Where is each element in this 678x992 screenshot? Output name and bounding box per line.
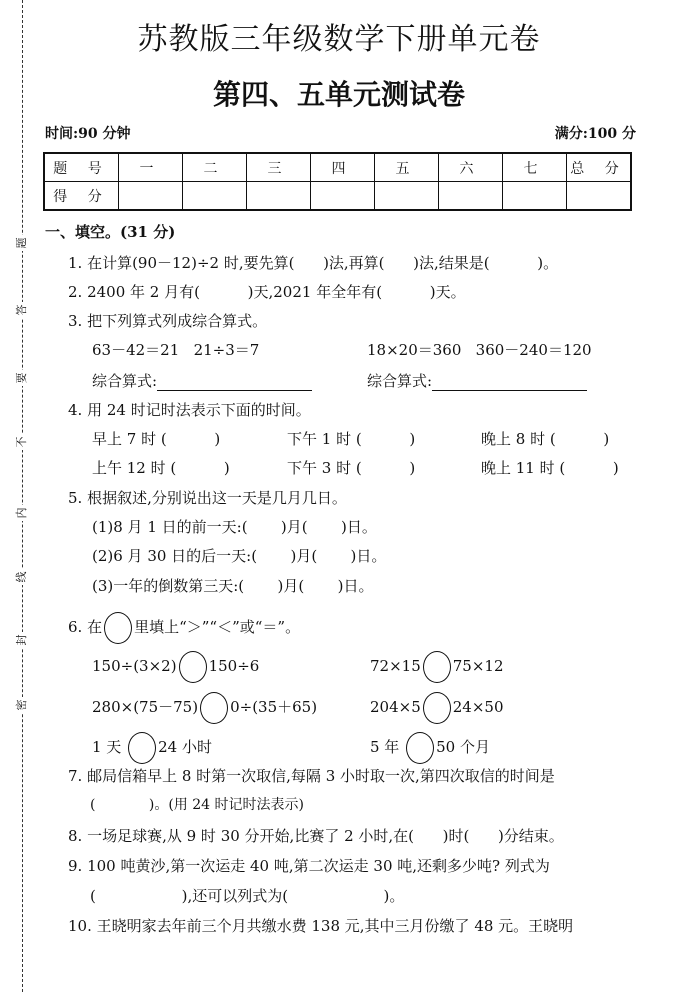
side-char: 线 xyxy=(15,569,29,585)
score-cell[interactable] xyxy=(311,182,375,211)
score-cell[interactable] xyxy=(567,182,632,211)
q6-item xyxy=(92,732,212,764)
full-score: 满分:100 分 xyxy=(554,126,636,142)
table-header-cell: 五 xyxy=(375,153,439,182)
q4-item: 下午 1 时 ( ) xyxy=(287,430,416,448)
table-score-row xyxy=(44,182,631,211)
page-title: 苏教版三年级数学下册单元卷 xyxy=(137,22,541,57)
question-9-cont: ( ),还可以列式为( )。 xyxy=(90,887,405,905)
score-cell[interactable] xyxy=(119,182,183,211)
q6-left: 72×15 xyxy=(370,657,421,675)
compare-circle[interactable] xyxy=(128,732,156,764)
question-10: 10. 王晓明家去年前三个月共缴水费 138 元,其中三月份缴了 48 元。王晓明 xyxy=(68,917,574,935)
table-row-label: 得 分 xyxy=(44,182,119,211)
score-cell[interactable] xyxy=(183,182,247,211)
q6-item xyxy=(370,692,504,724)
side-char: 答 xyxy=(15,302,29,318)
q6-right: 75×12 xyxy=(452,657,504,675)
q3-right-answer xyxy=(367,371,587,391)
page-subtitle: 第四、五单元测试卷 xyxy=(212,78,465,111)
question-5: 5. 根据叙述,分别说出这一天是几月几日。 xyxy=(68,489,347,507)
question-4: 4. 用 24 时记时法表示下面的时间。 xyxy=(68,401,311,419)
answer-label: 综合算式: xyxy=(92,372,158,390)
answer-label: 综合算式: xyxy=(367,372,433,390)
compare-circle[interactable] xyxy=(423,692,451,724)
question-7: 7. 邮局信箱早上 8 时第一次取信,每隔 3 小时取一次,第四次取信的时间是 xyxy=(68,767,555,785)
q6-stem-b: 里填上“＞”“＜”或“＝”。 xyxy=(134,618,301,636)
compare-circle[interactable] xyxy=(423,651,451,683)
score-cell[interactable] xyxy=(503,182,567,211)
compare-circle[interactable] xyxy=(179,651,207,683)
q6-right: 50 个月 xyxy=(436,738,490,756)
q4-item: 晚上 8 时 ( ) xyxy=(481,430,610,448)
q6-right: 24 小时 xyxy=(158,738,212,756)
table-header-cell: 题 号 xyxy=(44,153,119,182)
table-header-cell: 六 xyxy=(439,153,503,182)
side-char: 要 xyxy=(15,370,29,386)
section-heading: 一、填空。(31 分) xyxy=(45,223,176,241)
table-header-cell: 一 xyxy=(119,153,183,182)
q6-left: 280×(75－75) xyxy=(92,698,199,716)
q5-item: (1)8 月 1 日的前一天:( )月( )日。 xyxy=(92,518,377,536)
answer-line[interactable] xyxy=(432,374,587,391)
side-char: 题 xyxy=(15,235,29,251)
q6-left: 5 年 xyxy=(370,738,405,756)
q4-item: 早上 7 时 ( ) xyxy=(92,430,221,448)
side-char: 密 xyxy=(15,697,29,713)
q3-left-formula: 63－42＝21 21÷3＝7 xyxy=(92,341,260,359)
q6-stem-a: 6. 在 xyxy=(68,618,103,636)
side-char: 封 xyxy=(15,632,29,648)
question-8: 8. 一场足球赛,从 9 时 30 分开始,比赛了 2 小时,在( )时( )分结束。 xyxy=(68,827,564,845)
q6-right: 24×50 xyxy=(452,698,504,716)
question-1: 1. 在计算(90－12)÷2 时,要先算( )法,再算( )法,结果是( )。 xyxy=(68,254,559,272)
q6-right: 150÷6 xyxy=(208,657,260,675)
q6-item xyxy=(370,651,504,683)
q3-right-formula: 18×20＝360 360－240＝120 xyxy=(367,341,592,359)
q6-left: 150÷(3×2) xyxy=(92,657,177,675)
table-header-cell: 总 分 xyxy=(567,153,632,182)
question-2: 2. 2400 年 2 月有( )天,2021 年全年有( )天。 xyxy=(68,283,466,301)
table-header-cell: 二 xyxy=(183,153,247,182)
binding-dashed-line xyxy=(22,0,23,992)
question-3: 3. 把下列算式列成综合算式。 xyxy=(68,312,268,330)
compare-circle[interactable] xyxy=(200,692,228,724)
table-header-row xyxy=(44,153,631,182)
q6-right: 0÷(35＋65) xyxy=(230,698,318,716)
q5-item: (2)6 月 30 日的后一天:( )月( )日。 xyxy=(92,547,387,565)
side-char: 不 xyxy=(15,434,29,450)
table-header-cell: 七 xyxy=(503,153,567,182)
q5-item: (3)一年的倒数第三天:( )月( )日。 xyxy=(92,577,374,595)
q4-item: 晚上 11 时 ( ) xyxy=(481,459,619,477)
compare-circle-icon xyxy=(104,612,132,644)
exam-time: 时间:90 分钟 xyxy=(45,126,131,142)
side-char: 内 xyxy=(15,505,29,521)
table-header-cell: 四 xyxy=(311,153,375,182)
q6-item xyxy=(92,651,259,683)
score-table xyxy=(43,152,632,211)
q4-item: 上午 12 时 ( ) xyxy=(92,459,230,477)
compare-circle[interactable] xyxy=(406,732,434,764)
table-header-cell: 三 xyxy=(247,153,311,182)
score-cell[interactable] xyxy=(375,182,439,211)
q6-item xyxy=(370,732,490,764)
q6-item xyxy=(92,692,317,724)
question-6 xyxy=(68,612,300,644)
q6-left: 204×5 xyxy=(370,698,421,716)
answer-line[interactable] xyxy=(157,374,312,391)
q6-left: 1 天 xyxy=(92,738,127,756)
question-7-cont: ( )。(用 24 时记时法表示) xyxy=(90,797,304,813)
q3-left-answer xyxy=(92,371,312,391)
score-cell[interactable] xyxy=(439,182,503,211)
score-cell[interactable] xyxy=(247,182,311,211)
question-9: 9. 100 吨黄沙,第一次运走 40 吨,第二次运走 30 吨,还剩多少吨? 列式为 xyxy=(68,857,550,875)
q4-item: 下午 3 时 ( ) xyxy=(287,459,416,477)
